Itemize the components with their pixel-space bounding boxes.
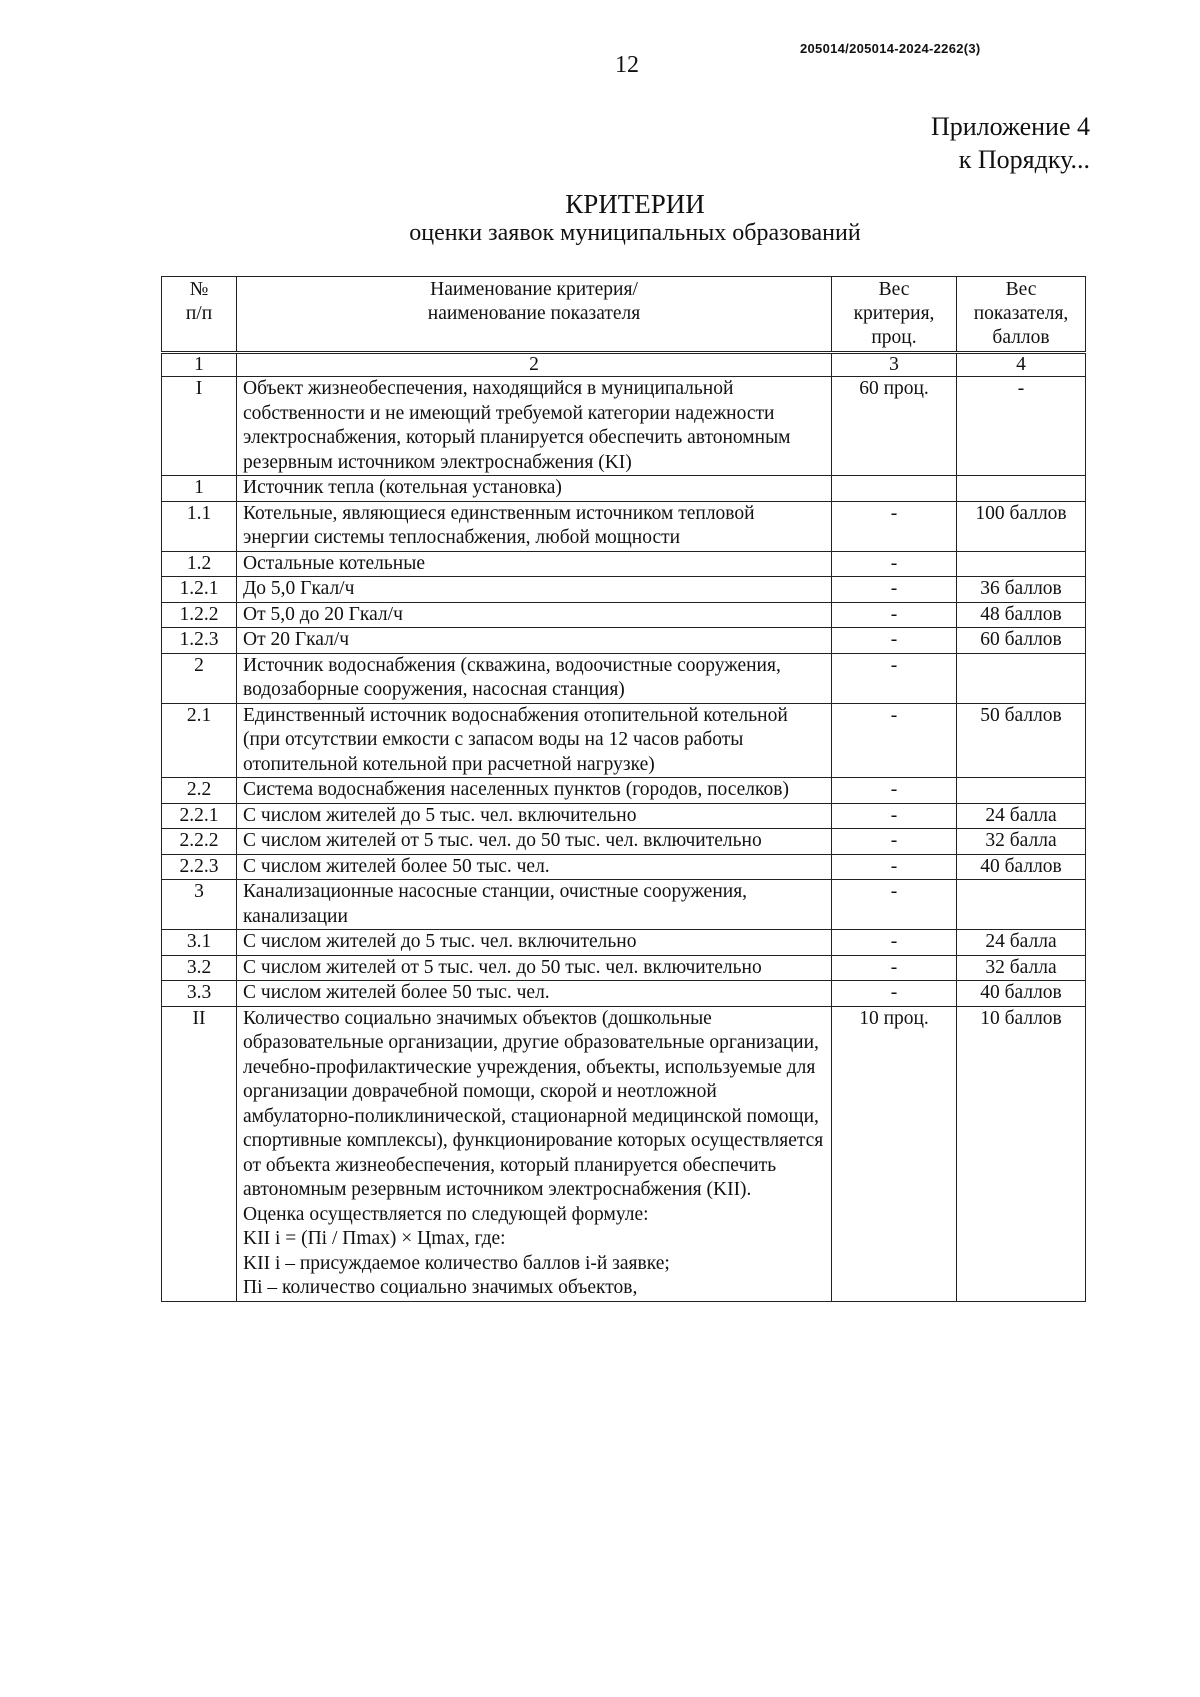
row-weight-indicator: 100 баллов <box>957 501 1086 551</box>
row-weight-criterion <box>832 476 957 502</box>
table-row <box>162 653 1086 703</box>
table-row <box>162 955 1086 981</box>
document-title: КРИТЕРИИ <box>565 189 705 219</box>
row-weight-indicator <box>957 653 1086 703</box>
row-weight-criterion: - <box>832 930 957 956</box>
row-weight-criterion: - <box>832 501 957 551</box>
table-row <box>162 854 1086 880</box>
table-row <box>162 501 1086 551</box>
row-weight-criterion: - <box>832 778 957 804</box>
header-weight-indicator: Вес показателя, баллов <box>957 277 1086 353</box>
row-criterion-name: От 5,0 до 20 Гкал/ч <box>237 602 832 628</box>
row-number: 3.2 <box>162 955 237 981</box>
row-weight-criterion: 60 проц. <box>832 377 957 476</box>
row-weight-criterion: - <box>832 880 957 930</box>
row-number: 2.1 <box>162 703 237 778</box>
row-criterion-name: С числом жителей более 50 тыс. чел. <box>237 981 832 1007</box>
row-criterion-name: Объект жизнеобеспечения, находящийся в муниципальной собственности и не имеющий требуемой категории надежности электроснабжения, который планируется обеспечить автономным резервным источником электроснабжения (KI) <box>237 377 832 476</box>
table-row <box>162 829 1086 855</box>
column-number: 1 <box>162 353 237 377</box>
row-number: 2 <box>162 653 237 703</box>
table-row <box>162 476 1086 502</box>
row-criterion-name: Количество социально значимых объектов (дошкольные образовательные организации, другие образовательные организации, лечебно-профилактические учреждения, объекты, используемые для организации доврачебной помощи, скорой и неотложной амбулаторно-поликлинической, стационарной медицинской помощи, спортивные комплексы), функционирование которых осуществляется от объекта жизнеобеспечения, который планируется обеспечить автономным резервным источником электроснабжения (KII). Оценка осуществляется по следующей формуле: KII i = (Пi / Пmax) × Цmax, где: KII i – присуждаемое количество баллов i-й заявке; Пi – количество социально значимых объектов, <box>237 1006 832 1301</box>
table-row <box>162 602 1086 628</box>
document-subtitle: оценки заявок муниципальных образований <box>409 220 861 246</box>
table-row <box>162 930 1086 956</box>
row-number: 3.1 <box>162 930 237 956</box>
row-number: 2.2 <box>162 778 237 804</box>
row-number: 2.2.2 <box>162 829 237 855</box>
row-criterion-name: С числом жителей от 5 тыс. чел. до 50 тыс. чел. включительно <box>237 955 832 981</box>
row-criterion-name: С числом жителей более 50 тыс. чел. <box>237 854 832 880</box>
row-criterion-name: Канализационные насосные станции, очистные сооружения, канализации <box>237 880 832 930</box>
row-weight-indicator <box>957 778 1086 804</box>
appendix-line-2: к Порядку... <box>958 145 1090 174</box>
row-number: 1.2 <box>162 551 237 577</box>
criteria-table <box>161 276 1086 1302</box>
row-weight-criterion: - <box>832 602 957 628</box>
row-weight-criterion: - <box>832 829 957 855</box>
row-weight-indicator: 48 баллов <box>957 602 1086 628</box>
row-number: 3 <box>162 880 237 930</box>
row-weight-indicator: 24 балла <box>957 930 1086 956</box>
appendix-line-1: Приложение 4 <box>930 112 1090 141</box>
row-criterion-name: Котельные, являющиеся единственным источником тепловой энергии системы теплоснабжения, любой мощности <box>237 501 832 551</box>
table-row <box>162 803 1086 829</box>
table-row <box>162 703 1086 778</box>
row-criterion-name: От 20 Гкал/ч <box>237 628 832 654</box>
row-criterion-name: Источник тепла (котельная установка) <box>237 476 832 502</box>
page-number: 12 <box>615 52 639 78</box>
row-number: I <box>162 377 237 476</box>
row-weight-indicator: 36 баллов <box>957 577 1086 603</box>
table-row <box>162 981 1086 1007</box>
row-weight-indicator: 24 балла <box>957 803 1086 829</box>
column-number: 2 <box>237 353 832 377</box>
row-criterion-name: Остальные котельные <box>237 551 832 577</box>
header-weight-criterion: Вес критерия, проц. <box>832 277 957 353</box>
row-weight-indicator: 32 балла <box>957 955 1086 981</box>
row-number: 1.2.1 <box>162 577 237 603</box>
row-weight-criterion: 10 проц. <box>832 1006 957 1301</box>
row-weight-indicator: 60 баллов <box>957 628 1086 654</box>
row-weight-criterion: - <box>832 577 957 603</box>
row-weight-indicator: 32 балла <box>957 829 1086 855</box>
row-number: 1 <box>162 476 237 502</box>
row-criterion-name: С числом жителей от 5 тыс. чел. до 50 тыс. чел. включительно <box>237 829 832 855</box>
column-number: 4 <box>957 353 1086 377</box>
row-number: 1.2.2 <box>162 602 237 628</box>
row-number: 1.2.3 <box>162 628 237 654</box>
row-weight-indicator <box>957 551 1086 577</box>
row-weight-indicator <box>957 476 1086 502</box>
row-weight-indicator: 10 баллов <box>957 1006 1086 1301</box>
document-code: 205014/205014-2024-2262(3) <box>800 41 981 56</box>
row-number: 2.2.1 <box>162 803 237 829</box>
row-weight-indicator: 40 баллов <box>957 981 1086 1007</box>
table-row <box>162 377 1086 476</box>
row-weight-indicator: - <box>957 377 1086 476</box>
row-weight-criterion: - <box>832 981 957 1007</box>
row-criterion-name: С числом жителей до 5 тыс. чел. включительно <box>237 803 832 829</box>
table-row <box>162 551 1086 577</box>
row-weight-indicator: 40 баллов <box>957 854 1086 880</box>
row-number: II <box>162 1006 237 1301</box>
row-weight-indicator <box>957 880 1086 930</box>
table-row <box>162 778 1086 804</box>
row-number: 2.2.3 <box>162 854 237 880</box>
table-row <box>162 628 1086 654</box>
row-criterion-name: Источник водоснабжения (скважина, водоочистные сооружения, водозаборные сооружения, насосная станция) <box>237 653 832 703</box>
row-weight-criterion: - <box>832 628 957 654</box>
row-number: 3.3 <box>162 981 237 1007</box>
table-row <box>162 1006 1086 1301</box>
column-numbers-row <box>162 353 1086 377</box>
appendix-reference <box>931 110 1090 176</box>
row-weight-indicator: 50 баллов <box>957 703 1086 778</box>
table-header-row <box>162 277 1086 353</box>
table-row <box>162 577 1086 603</box>
header-num: № п/п <box>162 277 237 353</box>
row-criterion-name: С числом жителей до 5 тыс. чел. включительно <box>237 930 832 956</box>
row-number: 1.1 <box>162 501 237 551</box>
column-number: 3 <box>832 353 957 377</box>
table-row <box>162 880 1086 930</box>
row-weight-criterion: - <box>832 653 957 703</box>
row-criterion-name: До 5,0 Гкал/ч <box>237 577 832 603</box>
row-criterion-name: Система водоснабжения населенных пунктов (городов, поселков) <box>237 778 832 804</box>
row-criterion-name: Единственный источник водоснабжения отопительной котельной (при отсутствии емкости с запасом воды на 12 часов работы отопительной котельной при расчетной нагрузке) <box>237 703 832 778</box>
row-weight-criterion: - <box>832 551 957 577</box>
row-weight-criterion: - <box>832 703 957 778</box>
row-weight-criterion: - <box>832 955 957 981</box>
header-name: Наименование критерия/ наименование показателя <box>237 277 832 353</box>
row-weight-criterion: - <box>832 854 957 880</box>
row-weight-criterion: - <box>832 803 957 829</box>
